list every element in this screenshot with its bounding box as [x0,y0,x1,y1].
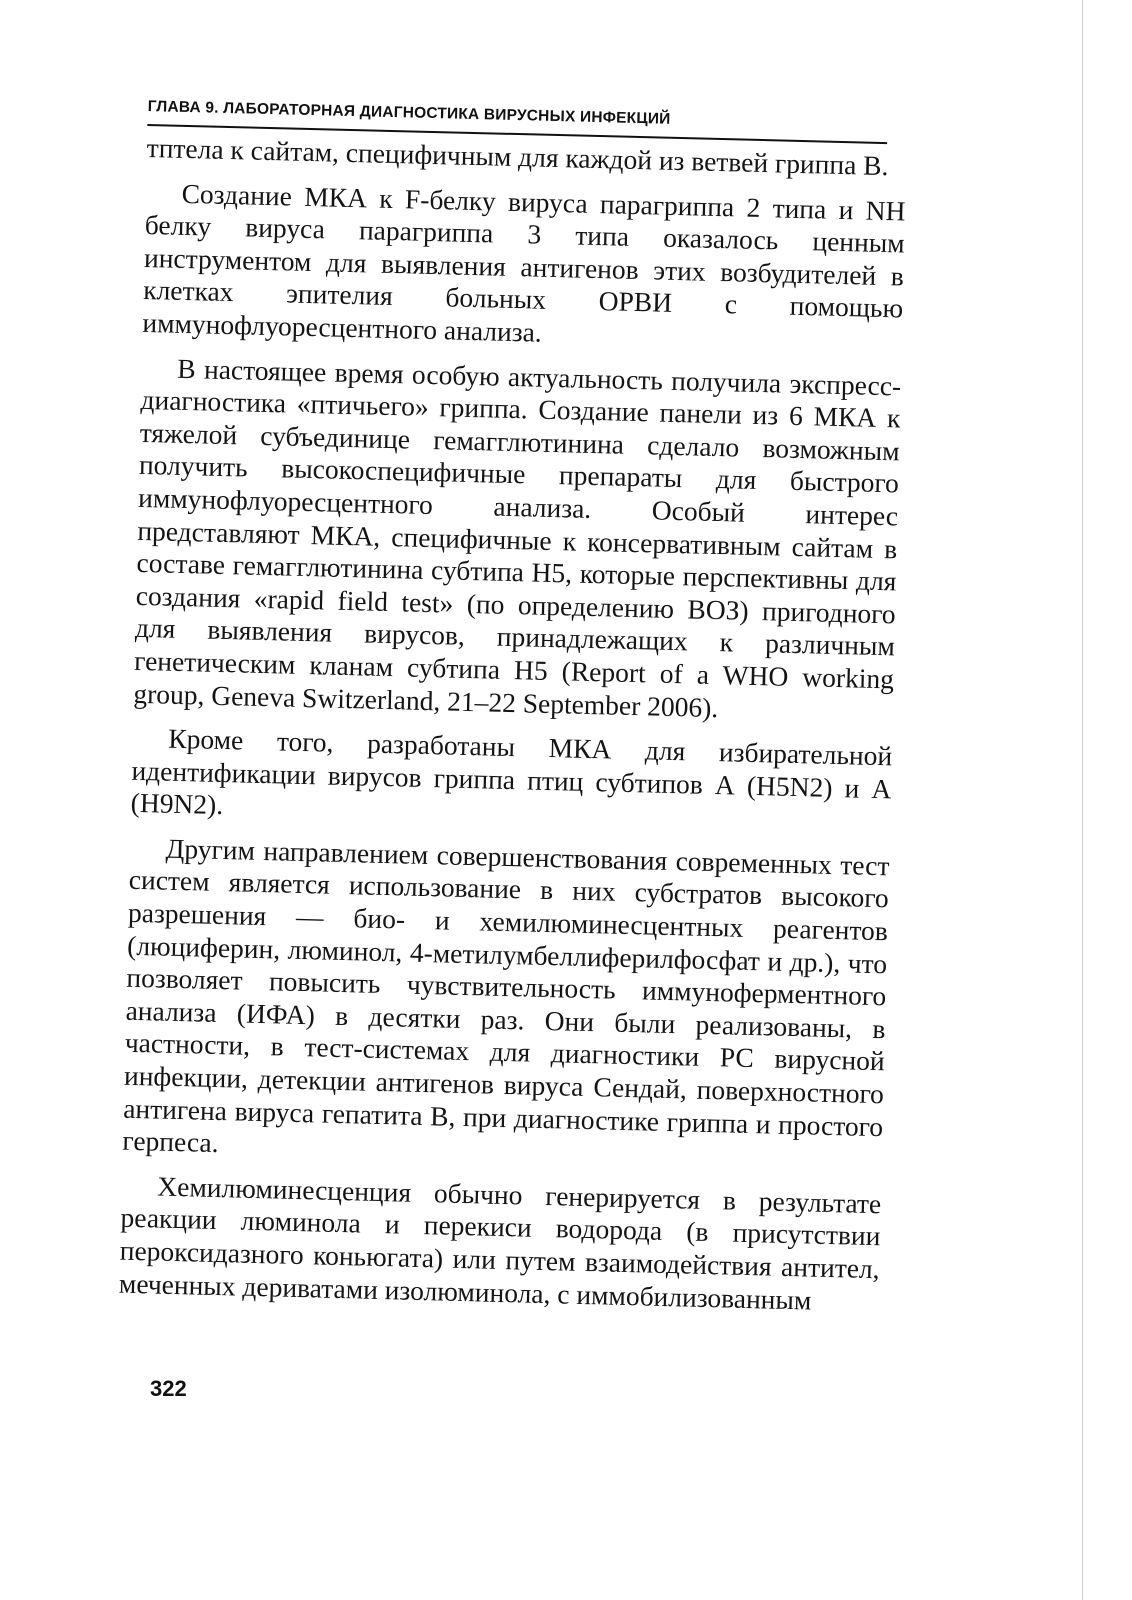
running-head: ГЛАВА 9. ЛАБОРАТОРНАЯ ДИАГНОСТИКА ВИРУСНЫХ ИНФЕКЦИЙ [147,98,671,128]
page-number: 322 [150,1376,187,1401]
paragraph: тптела к сайтам, специфичным для каждой из ветвей гриппа В. [146,131,889,182]
paragraph: Другим направлением совершенствования современных тест систем является использование в них субстратов высокого разрешения — био- и хемилюминесцентных реагентов (люциферин, люминол, 4-метилумбеллиферилфосфат и др.), что позволяет повысить чувствительность иммуноферментного анализа (ИФА) в десятки раз. Они были реализованы, в частности, в тест-системах для диагностики РС вирусной инфекции, детекции антигенов вируса Сендай, поверхностного антигена вируса гепатита В, при диагностике гриппа и простого герпеса. [122,832,890,1159]
body-text [119,132,907,1318]
page-content [118,98,907,1330]
paragraph: В настоящее время особую актуальность получила экспресс-диагностика «птичьего» гриппа. Создание панели из 6 МКА к тяжелой субъединице гемагглютинина сделало возможным получить высокоспецифичные препараты для быстрого иммунофлуоресцентного анализа. Особый интерес представляют МКА, специфичные к консервативным сайтам в составе гемагглютинина субтипа H5, которые перспективны для создания «rapid field test» (по определению ВОЗ) пригодного для выявления вирусов, принадлежащих к различным генетическим кланам субтипа H5 (Report of a WHO working group, Geneva Switzerland, 21–22 September 2006). [133,352,902,723]
paragraph: Хемилюминесценция обычно генерируется в результате реакции люминола и перекиси водорода (в присутствии пероксидазного коньюгата) или путем взаимодействия антител, меченных дериватами изолюминола, с иммобилизованным [118,1170,882,1316]
paragraph: Создание МКА к F-белку вируса парагриппа 2 типа и NH белку вируса парагриппа 3 типа оказалось ценным инструментом для выявления антигенов этих возбудителей в клетках эпителия больных ОРВИ с помощью иммунофлуоресцентного анализа. [142,177,906,348]
page-edge-line [1082,0,1083,1600]
paragraph: Кроме того, разработаны МКА для избирательной идентификации вирусов гриппа птиц субтипов А (H5N2) и А (H9N2). [130,722,893,821]
